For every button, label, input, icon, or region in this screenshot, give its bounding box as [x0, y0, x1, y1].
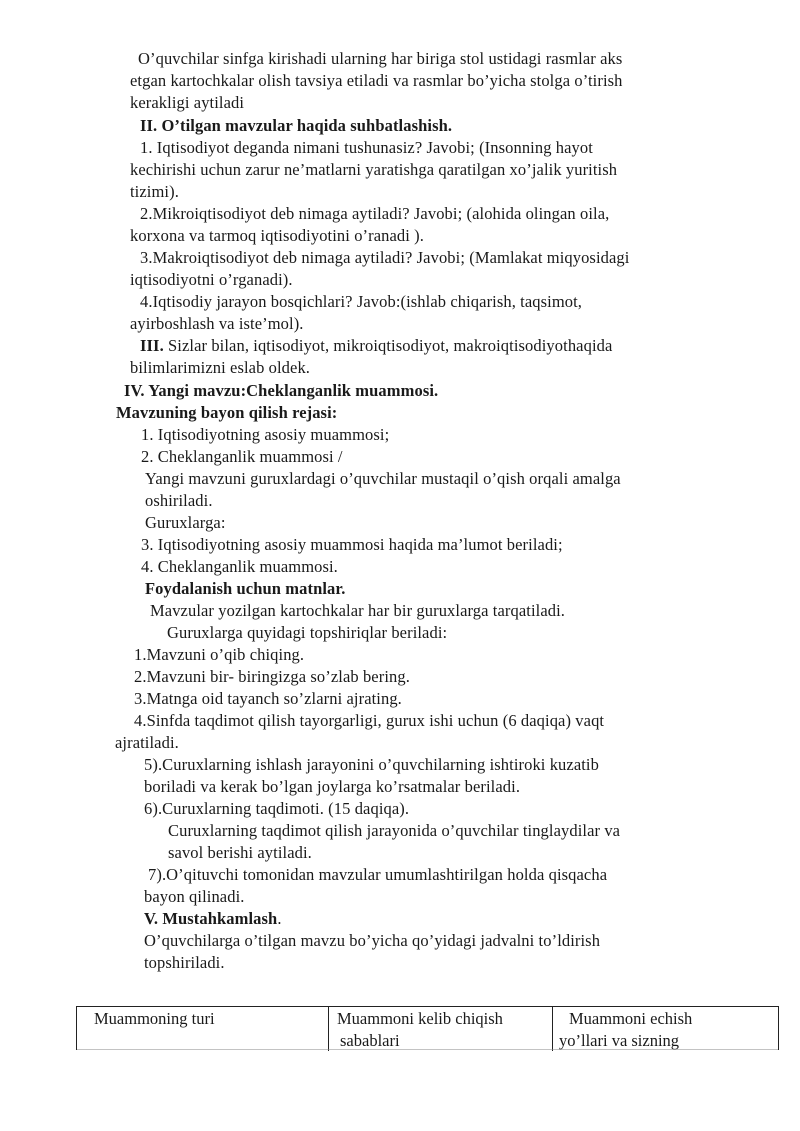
table-cell	[329, 1007, 553, 1051]
list-item: 7).O’qituvchi tomonidan mavzular umumlashtirilgan holda qisqacha	[148, 865, 608, 884]
list-item: 4. Cheklanganlik muammosi.	[141, 557, 338, 576]
list-item: 5).Curuxlarning ishlash jarayonini o’quvchilarning ishtiroki kuzatib	[144, 755, 599, 774]
table-header-cell: Muammoni kelib chiqish	[337, 1009, 503, 1028]
list-item: 1. Iqtisodiyotning asosiy muammosi;	[141, 425, 390, 444]
text-line: kechirishi uchun zarur ne’matlarni yaratishga qaratilgan xo’jalik yuritish	[130, 160, 618, 179]
table-header-cell: sabablari	[340, 1031, 400, 1050]
text-line: 3.Makroiqtisodiyot deb nimaga aytiladi? Javobi; (Mamlakat miqyosidagi	[140, 248, 630, 267]
text-line: etgan kartochkalar olish tavsiya etiladi va rasmlar bo’yicha stolga o’tirish	[130, 71, 623, 90]
text-line: savol berishi aytiladi.	[168, 843, 312, 862]
text-line: iqtisodiyotni o’rganadi).	[130, 270, 293, 289]
text-line: bilimlarimizni eslab oldek.	[130, 358, 311, 377]
text-line: 4.Iqtisodiy jarayon bosqichlari? Javob:(ishlab chiqarish, taqsimot,	[140, 292, 583, 311]
list-item: 1.Mavzuni o’qib chiqing.	[134, 645, 305, 664]
table-header-cell: yo’llari va sizning	[559, 1031, 680, 1050]
text-line: ajratiladi.	[115, 733, 179, 752]
list-item: 2.Mavzuni bir- biringizga so’zlab bering.	[134, 667, 410, 686]
text-line: kerakligi aytiladi	[130, 93, 245, 112]
text-line: Guruxlarga:	[145, 513, 226, 532]
table-header-cell: Muammoni echish	[569, 1009, 693, 1028]
text-line	[140, 335, 612, 357]
list-item: 6).Curuxlarning taqdimoti. (15 daqiqa).	[144, 799, 410, 818]
text-line: Yangi mavzuni guruxlardagi o’quvchilar mustaqil o’qish orqali amalga	[145, 469, 621, 488]
table-header-cell: Muammoning turi	[94, 1009, 215, 1028]
text-line: O’quvchilarga o’tilgan mavzu bo’yicha qo’yidagi jadvalni to’ldirish	[144, 931, 601, 950]
section-heading: Mavzuning bayon qilish rejasi:	[116, 403, 338, 422]
text-line: Mavzular yozilgan kartochkalar har bir guruxlarga tarqatiladi.	[150, 601, 566, 620]
text-line: 1. Iqtisodiyot deganda nimani tushunasiz? Javobi; (Insonning hayot	[140, 138, 593, 157]
list-item: 2. Cheklanganlik muammosi /	[141, 447, 343, 466]
table-divider	[77, 1049, 778, 1050]
text-line: boriladi va kerak bo’lgan joylarga ko’rsatmalar beriladi.	[144, 777, 521, 796]
section-number: III.	[140, 336, 164, 355]
list-item: 3. Iqtisodiyotning asosiy muammosi haqida ma’lumot beriladi;	[141, 535, 563, 554]
section-heading: IV. Yangi mavzu:Cheklanganlik muammosi.	[124, 381, 439, 400]
text-line: topshiriladi.	[144, 953, 225, 972]
text-line: O’quvchilar sinfga kirishadi ularning har biriga stol ustidagi rasmlar aks	[138, 49, 623, 68]
text-span: .	[277, 909, 282, 928]
list-item: 4.Sinfda taqdimot qilish tayorgarligi, gurux ishi uchun (6 daqiqa) vaqt	[134, 711, 605, 730]
list-item: 3.Matnga oid tayanch so’zlarni ajrating.	[134, 689, 402, 708]
text-line: bayon qilinadi.	[144, 887, 245, 906]
table-cell	[77, 1007, 329, 1051]
table-cell	[553, 1007, 778, 1051]
text-line: Guruxlarga quyidagi topshiriqlar beriladi:	[167, 623, 448, 642]
task-table	[76, 1006, 779, 1050]
section-heading: Foydalanish uchun matnlar.	[145, 579, 346, 598]
text-line: Curuxlarning taqdimot qilish jarayonida o’quvchilar tinglaydilar va	[168, 821, 621, 840]
section-heading-text: V. Mustahkamlash	[144, 909, 278, 928]
section-heading: II. O’tilgan mavzular haqida suhbatlashish.	[140, 116, 453, 135]
text-line: ayirboshlash va iste’mol).	[130, 314, 304, 333]
text-line: 2.Mikroiqtisodiyot deb nimaga aytiladi? Javobi; (alohida olingan oila,	[140, 204, 610, 223]
text-line: oshiriladi.	[145, 491, 213, 510]
text-span: Sizlar bilan, iqtisodiyot, mikroiqtisodiyot, makroiqtisodiyothaqida	[163, 336, 613, 355]
text-line: korxona va tarmoq iqtisodiyotini o’ranadi ).	[130, 226, 425, 245]
text-line: tizimi).	[130, 182, 179, 201]
section-heading	[144, 908, 282, 930]
